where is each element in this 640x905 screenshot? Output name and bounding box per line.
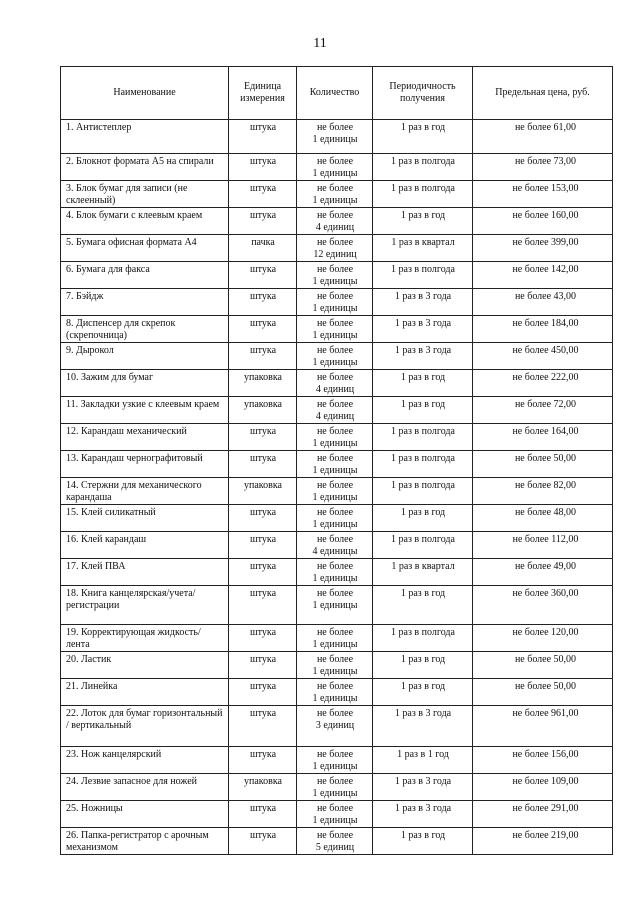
header-period: Периодичность получения bbox=[373, 67, 473, 120]
quantity-amount: 1 единицы bbox=[312, 492, 358, 503]
cell-name: 24. Лезвие запасное для ножей bbox=[61, 774, 229, 801]
cell-name: 20. Ластик bbox=[61, 652, 229, 679]
quantity-amount: 1 единицы bbox=[312, 438, 358, 449]
cell-unit: штука bbox=[229, 154, 297, 181]
cell-price: не более 156,00 bbox=[473, 747, 613, 774]
cell-period: 1 раз в полгода bbox=[373, 424, 473, 451]
table-row bbox=[61, 262, 613, 289]
supplies-table bbox=[60, 66, 613, 855]
cell-period: 1 раз в полгода bbox=[373, 262, 473, 289]
quantity-limit: не более bbox=[316, 291, 354, 302]
cell-unit: штука bbox=[229, 747, 297, 774]
cell-quantity bbox=[297, 120, 373, 154]
cell-price: не более 153,00 bbox=[473, 181, 613, 208]
cell-period: 1 раз в полгода bbox=[373, 154, 473, 181]
cell-unit: упаковка bbox=[229, 774, 297, 801]
cell-period: 1 раз в год bbox=[373, 679, 473, 706]
quantity-amount: 1 единицы bbox=[312, 303, 358, 314]
cell-quantity bbox=[297, 154, 373, 181]
quantity-limit: не более bbox=[316, 426, 354, 437]
cell-name: 13. Карандаш чернографитовый bbox=[61, 451, 229, 478]
table-row bbox=[61, 774, 613, 801]
cell-name: 15. Клей силикатный bbox=[61, 505, 229, 532]
cell-name: 11. Закладки узкие с клеевым краем bbox=[61, 397, 229, 424]
cell-price: не более 43,00 bbox=[473, 289, 613, 316]
cell-unit: упаковка bbox=[229, 478, 297, 505]
table-row bbox=[61, 532, 613, 559]
cell-unit: штука bbox=[229, 316, 297, 343]
cell-quantity bbox=[297, 370, 373, 397]
quantity-amount: 4 единиц bbox=[315, 222, 355, 233]
table-body bbox=[61, 120, 613, 855]
cell-quantity bbox=[297, 289, 373, 316]
cell-name: 3. Блок бумаг для записи (не склеенный) bbox=[61, 181, 229, 208]
cell-name: 18. Книга канцелярская/учета/ регистрации bbox=[61, 586, 229, 625]
quantity-amount: 1 единицы bbox=[312, 465, 358, 476]
cell-unit: штука bbox=[229, 289, 297, 316]
cell-unit: штука bbox=[229, 181, 297, 208]
cell-period: 1 раз в 3 года bbox=[373, 316, 473, 343]
quantity-limit: не более bbox=[316, 183, 354, 194]
cell-period: 1 раз в год bbox=[373, 652, 473, 679]
cell-unit: пачка bbox=[229, 235, 297, 262]
quantity-limit: не более bbox=[316, 803, 354, 814]
cell-unit: штука bbox=[229, 706, 297, 747]
quantity-limit: не более bbox=[316, 830, 354, 841]
cell-quantity bbox=[297, 235, 373, 262]
cell-price: не более 50,00 bbox=[473, 652, 613, 679]
quantity-limit: не более bbox=[316, 588, 354, 599]
cell-period: 1 раз в год bbox=[373, 505, 473, 532]
header-price: Предельная цена, руб. bbox=[473, 67, 613, 120]
cell-quantity bbox=[297, 559, 373, 586]
cell-unit: штука bbox=[229, 208, 297, 235]
cell-price: не более 961,00 bbox=[473, 706, 613, 747]
quantity-amount: 1 единицы bbox=[312, 788, 358, 799]
cell-quantity bbox=[297, 625, 373, 652]
cell-quantity bbox=[297, 706, 373, 747]
table-header-row bbox=[61, 67, 613, 120]
cell-name: 23. Нож канцелярский bbox=[61, 747, 229, 774]
cell-name: 9. Дырокол bbox=[61, 343, 229, 370]
cell-price: не более 360,00 bbox=[473, 586, 613, 625]
quantity-amount: 1 единицы bbox=[312, 195, 358, 206]
quantity-limit: не более bbox=[316, 627, 354, 638]
cell-price: не более 112,00 bbox=[473, 532, 613, 559]
cell-quantity bbox=[297, 801, 373, 828]
cell-price: не более 109,00 bbox=[473, 774, 613, 801]
table-row bbox=[61, 559, 613, 586]
cell-price: не более 61,00 bbox=[473, 120, 613, 154]
table-row bbox=[61, 235, 613, 262]
cell-period: 1 раз в 3 года bbox=[373, 706, 473, 747]
quantity-limit: не более bbox=[316, 534, 354, 545]
table-row bbox=[61, 343, 613, 370]
cell-price: не более 72,00 bbox=[473, 397, 613, 424]
table-row bbox=[61, 424, 613, 451]
cell-quantity bbox=[297, 828, 373, 855]
cell-period: 1 раз в квартал bbox=[373, 235, 473, 262]
quantity-amount: 1 единицы bbox=[312, 330, 358, 341]
cell-quantity bbox=[297, 532, 373, 559]
table-row bbox=[61, 451, 613, 478]
cell-quantity bbox=[297, 747, 373, 774]
cell-name: 19. Корректирующая жидкость/лента bbox=[61, 625, 229, 652]
cell-price: не более 82,00 bbox=[473, 478, 613, 505]
table-row bbox=[61, 208, 613, 235]
cell-name: 17. Клей ПВА bbox=[61, 559, 229, 586]
cell-unit: штука bbox=[229, 343, 297, 370]
quantity-limit: не более bbox=[316, 561, 354, 572]
table-row bbox=[61, 652, 613, 679]
quantity-limit: не более bbox=[316, 776, 354, 787]
quantity-amount: 1 единицы bbox=[312, 639, 358, 650]
cell-name: 7. Бэйдж bbox=[61, 289, 229, 316]
quantity-limit: не более bbox=[316, 480, 354, 491]
cell-period: 1 раз в год bbox=[373, 370, 473, 397]
table-row bbox=[61, 801, 613, 828]
quantity-limit: не более bbox=[316, 372, 354, 383]
cell-price: не более 219,00 bbox=[473, 828, 613, 855]
cell-period: 1 раз в полгода bbox=[373, 451, 473, 478]
table-row bbox=[61, 397, 613, 424]
table-row bbox=[61, 586, 613, 625]
cell-unit: штука bbox=[229, 451, 297, 478]
table-row bbox=[61, 505, 613, 532]
cell-quantity bbox=[297, 586, 373, 625]
cell-quantity bbox=[297, 652, 373, 679]
cell-name: 22. Лоток для бумаг горизонтальный / вертикальный bbox=[61, 706, 229, 747]
cell-name: 1. Антистеплер bbox=[61, 120, 229, 154]
cell-quantity bbox=[297, 774, 373, 801]
cell-price: не более 399,00 bbox=[473, 235, 613, 262]
cell-price: не более 184,00 bbox=[473, 316, 613, 343]
cell-unit: штука bbox=[229, 625, 297, 652]
table-row bbox=[61, 478, 613, 505]
cell-unit: штука bbox=[229, 120, 297, 154]
cell-period: 1 раз в год bbox=[373, 120, 473, 154]
cell-name: 10. Зажим для бумаг bbox=[61, 370, 229, 397]
cell-quantity bbox=[297, 343, 373, 370]
cell-price: не более 164,00 bbox=[473, 424, 613, 451]
quantity-amount: 1 единицы bbox=[312, 600, 358, 611]
cell-price: не более 73,00 bbox=[473, 154, 613, 181]
quantity-limit: не более bbox=[316, 708, 354, 719]
cell-name: 4. Блок бумаги с клеевым краем bbox=[61, 208, 229, 235]
quantity-amount: 1 единицы bbox=[312, 815, 358, 826]
cell-price: не более 222,00 bbox=[473, 370, 613, 397]
cell-period: 1 раз в полгода bbox=[373, 532, 473, 559]
quantity-amount: 1 единицы bbox=[312, 693, 358, 704]
cell-period: 1 раз в год bbox=[373, 828, 473, 855]
cell-price: не более 450,00 bbox=[473, 343, 613, 370]
cell-quantity bbox=[297, 181, 373, 208]
cell-quantity bbox=[297, 208, 373, 235]
cell-price: не более 120,00 bbox=[473, 625, 613, 652]
table-row bbox=[61, 316, 613, 343]
cell-name: 26. Папка-регистратор с арочным механизмом bbox=[61, 828, 229, 855]
cell-unit: штука bbox=[229, 652, 297, 679]
quantity-amount: 4 единиц bbox=[315, 411, 355, 422]
cell-price: не более 142,00 bbox=[473, 262, 613, 289]
cell-quantity bbox=[297, 679, 373, 706]
cell-unit: штука bbox=[229, 828, 297, 855]
cell-period: 1 раз в полгода bbox=[373, 625, 473, 652]
quantity-limit: не более bbox=[316, 156, 354, 167]
cell-period: 1 раз в 3 года bbox=[373, 343, 473, 370]
table-row bbox=[61, 289, 613, 316]
table-row bbox=[61, 154, 613, 181]
quantity-limit: не более bbox=[316, 681, 354, 692]
cell-price: не более 48,00 bbox=[473, 505, 613, 532]
quantity-amount: 1 единицы bbox=[312, 168, 358, 179]
cell-period: 1 раз в 3 года bbox=[373, 289, 473, 316]
cell-period: 1 раз в полгода bbox=[373, 181, 473, 208]
quantity-limit: не более bbox=[316, 453, 354, 464]
quantity-limit: не более bbox=[316, 345, 354, 356]
quantity-amount: 1 единицы bbox=[312, 666, 358, 677]
cell-quantity bbox=[297, 451, 373, 478]
cell-name: 6. Бумага для факса bbox=[61, 262, 229, 289]
cell-period: 1 раз в 3 года bbox=[373, 774, 473, 801]
cell-name: 5. Бумага офисная формата А4 bbox=[61, 235, 229, 262]
quantity-limit: не более bbox=[316, 237, 354, 248]
quantity-limit: не более bbox=[316, 318, 354, 329]
cell-period: 1 раз в полгода bbox=[373, 478, 473, 505]
header-quantity: Количество bbox=[297, 67, 373, 120]
cell-unit: штука bbox=[229, 424, 297, 451]
quantity-amount: 1 единицы bbox=[312, 573, 358, 584]
cell-price: не более 291,00 bbox=[473, 801, 613, 828]
table-row bbox=[61, 625, 613, 652]
cell-name: 2. Блокнот формата А5 на спирали bbox=[61, 154, 229, 181]
cell-unit: штука bbox=[229, 559, 297, 586]
cell-name: 16. Клей карандаш bbox=[61, 532, 229, 559]
cell-period: 1 раз в год bbox=[373, 208, 473, 235]
cell-unit: штука bbox=[229, 262, 297, 289]
quantity-limit: не более bbox=[316, 122, 354, 133]
cell-name: 12. Карандаш механический bbox=[61, 424, 229, 451]
cell-unit: штука bbox=[229, 679, 297, 706]
quantity-amount: 1 единицы bbox=[312, 276, 358, 287]
cell-price: не более 49,00 bbox=[473, 559, 613, 586]
quantity-amount: 4 единицы bbox=[312, 546, 358, 557]
quantity-limit: не более bbox=[316, 654, 354, 665]
quantity-limit: не более bbox=[316, 749, 354, 760]
cell-quantity bbox=[297, 424, 373, 451]
cell-unit: упаковка bbox=[229, 397, 297, 424]
quantity-amount: 4 единиц bbox=[315, 384, 355, 395]
quantity-amount: 1 единицы bbox=[312, 519, 358, 530]
cell-unit: штука bbox=[229, 801, 297, 828]
table-row bbox=[61, 370, 613, 397]
header-name: Наименование bbox=[61, 67, 229, 120]
cell-price: не более 50,00 bbox=[473, 451, 613, 478]
cell-quantity bbox=[297, 397, 373, 424]
cell-period: 1 раз в 1 год bbox=[373, 747, 473, 774]
table-row bbox=[61, 828, 613, 855]
table-row bbox=[61, 181, 613, 208]
cell-name: 8. Диспенсер для скрепок (скрепочница) bbox=[61, 316, 229, 343]
header-unit: Единица измерения bbox=[229, 67, 297, 120]
cell-quantity bbox=[297, 478, 373, 505]
cell-period: 1 раз в год bbox=[373, 586, 473, 625]
quantity-limit: не более bbox=[316, 210, 354, 221]
quantity-amount: 5 единиц bbox=[315, 842, 355, 853]
cell-unit: штука bbox=[229, 532, 297, 559]
cell-period: 1 раз в 3 года bbox=[373, 801, 473, 828]
quantity-amount: 1 единицы bbox=[312, 761, 358, 772]
quantity-limit: не более bbox=[316, 399, 354, 410]
quantity-limit: не более bbox=[316, 264, 354, 275]
table-row bbox=[61, 120, 613, 154]
cell-quantity bbox=[297, 316, 373, 343]
cell-period: 1 раз в год bbox=[373, 397, 473, 424]
quantity-amount: 1 единицы bbox=[312, 134, 358, 145]
page-number: 11 bbox=[313, 36, 327, 51]
cell-name: 25. Ножницы bbox=[61, 801, 229, 828]
table-row bbox=[61, 679, 613, 706]
quantity-amount: 1 единицы bbox=[312, 357, 358, 368]
table-row bbox=[61, 747, 613, 774]
cell-price: не более 50,00 bbox=[473, 679, 613, 706]
quantity-amount: 12 единиц bbox=[313, 249, 357, 260]
quantity-amount: 3 единиц bbox=[315, 720, 355, 731]
cell-quantity bbox=[297, 505, 373, 532]
cell-name: 21. Линейка bbox=[61, 679, 229, 706]
cell-period: 1 раз в квартал bbox=[373, 559, 473, 586]
cell-unit: упаковка bbox=[229, 370, 297, 397]
cell-unit: штука bbox=[229, 586, 297, 625]
cell-name: 14. Стержни для механического карандаша bbox=[61, 478, 229, 505]
table-row bbox=[61, 706, 613, 747]
cell-quantity bbox=[297, 262, 373, 289]
cell-price: не более 160,00 bbox=[473, 208, 613, 235]
quantity-limit: не более bbox=[316, 507, 354, 518]
cell-unit: штука bbox=[229, 505, 297, 532]
